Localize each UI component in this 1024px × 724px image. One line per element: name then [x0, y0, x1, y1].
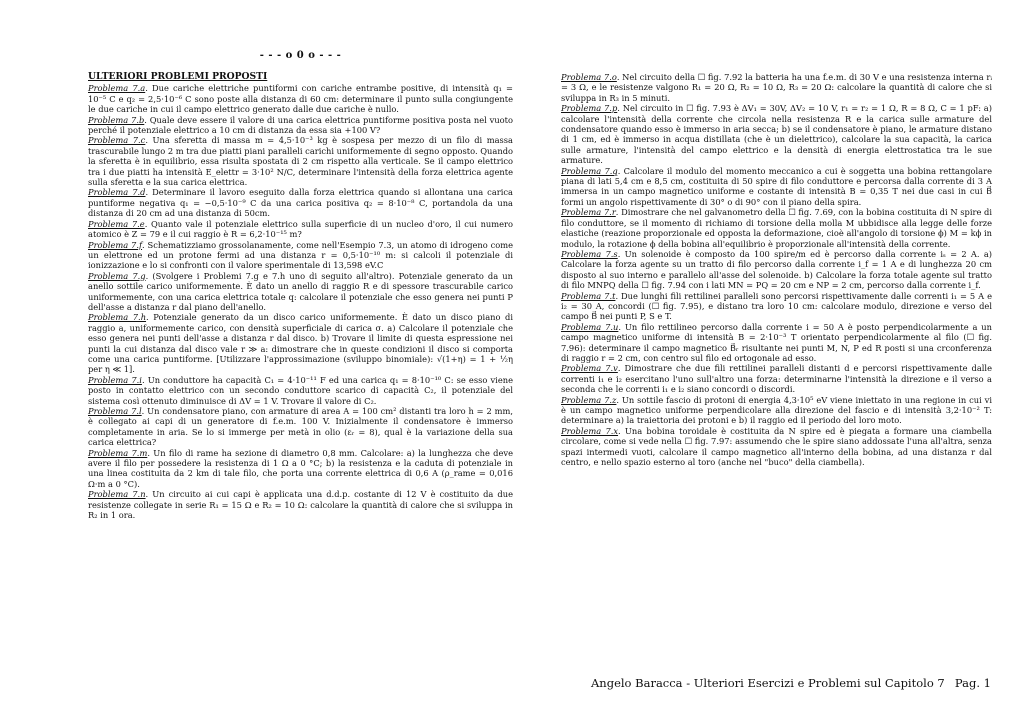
problem-text: . Nel circuito della ☐ fig. 7.92 la batteria ha una f.e.m. di 30 V e una resistenza interna rᵢ = 3 Ω, e le resistenze valgono R₁ = 20 Ω, R₂ = 10 Ω, R₃ = 20 Ω: calcolare la quantità di calore che si sviluppa in R₃ in 5 minuti.: [561, 72, 993, 103]
problem-item: [561, 395, 992, 426]
problem-item: [88, 406, 513, 448]
problem-text: . Potenziale generato da un disco carico uniformemente. È dato un disco piano di raggio a, uniformemente carico, con densità superficiale di carica σ. a) Calcolare il potenziale che esso genera nei punti dell'asse a distanza r dal disco. b) Trovare il limite di questa espressione nei punti la cui distanza dal disco vale r ≫ a: dimostrare che in queste condizioni il disco si comporta come una carica puntiforme. [Utilizzare l'approssimazione (sviluppo binomiale): √(1+η) = 1 + ½η per η ≪ 1].: [88, 312, 514, 375]
problem-name: Problema 7.b: [88, 114, 145, 125]
problem-text: . Quanto vale il potenziale elettrico sulla superficie di un nucleo d'oro, il cui numero atomico è Z = 79 e il cui raggio è R = 6,2·10⁻¹⁵ m?: [88, 218, 513, 240]
page-number: Pag. 1: [954, 676, 991, 690]
right-problem-list: [561, 72, 992, 467]
problem-text: . Dimostrare che nel galvanometro della ☐ fig. 7.69, con la bobina costituita di N spire di filo conduttore, se il momento di richiamo di torsione della molla M ubbidisce alla legge delle forze elastiche (reazione proporzionale ed opposta la deformazione, cioè all'angolo di torsione ϕ) M = kϕ in modulo, la rotazione ϕ della bobina all'equilibrio è proporzionale all'intensità della corrente.: [561, 207, 992, 249]
problem-text: . Un filo rettilineo percorso dalla corrente i = 50 A è posto perpendicolarmente a un campo magnetico uniforme di intensità B = 2·10⁻³ T orientato perpendicolarmente al filo (☐ fig. 7.96): determinare il campo magnetico B⃗ᵣ risultante nei punti M, N, P ed R posti si una crconferenza di raggio r = 2 cm, con centro sul filo ed ortogonale ad esso.: [561, 321, 992, 363]
problem-name: Problema 7.p: [561, 103, 618, 114]
problem-item: [561, 291, 992, 322]
problem-text: . Calcolare il modulo del momento meccanico a cui è soggetta una bobina rettangolare piana di lati 5,4 cm e 8,5 cm, costituita di 50 spire di filo conduttore e percorsa dalla corrente di 3 A immersa in un campo magnetico uniforme e costante di intensità B = 0,35 T nei due casi in cui B⃗ formi un angolo rispettivamente di 30° o di 90° con il piano della spira.: [561, 165, 992, 207]
problem-item: [88, 375, 513, 406]
problem-item: [561, 363, 992, 394]
problem-item: [561, 322, 992, 364]
problem-item: [88, 187, 513, 218]
problem-text: . Quale deve essere il valore di una carica elettrica puntiforme positiva posta nel vuoto perché il potenziale elettrico a 10 cm di distanza da essa sia +100 V?: [88, 114, 513, 136]
problem-name: Problema 7.r: [561, 207, 616, 218]
problem-item: [88, 135, 513, 187]
problem-item: [88, 115, 513, 136]
problem-text: . Un solenoide è composto da 100 spire/m ed è percorso dalla corrente iₛ = 2 A. a) Calcolare la forza agente su un tratto di filo percorso dalla corrente i_f = 1 A e di lunghezza 20 cm disposto al suo interno e parallelo all'asse del solenoide. b) Calcolare la forza totale agente sul tratto di filo MNPQ della ☐ fig. 7.94 con i lati MN = PQ = 20 cm e NP = 2 cm, percorso dalla corrente i_f.: [561, 248, 993, 291]
problem-item: [88, 83, 513, 114]
problem-text: . Due lunghi fili rettilinei paralleli sono percorsi rispettivamente dalle correnti i₁ = 5 A e i₂ = 30 A, concordi (☐ fig. 7.95), e distano tra loro 10 cm: calcolare modulo, direzione e verso del campo B⃗ nei punti P, S e T.: [561, 290, 992, 322]
problem-item: [88, 240, 513, 271]
problem-name: Problema 7.n: [88, 489, 146, 500]
problem-text: . Un condensatore piano, con armature di area A = 100 cm² distanti tra loro h = 2 mm, è collegato ai capi di un generatore di f.e.m. 100 V. Inizialmente il condensatore è immerso completamente in aria. Se lo si immerge per metà in olio (εᵣ = 8), qual è la variazione della sua carica elettrica?: [88, 406, 513, 448]
problem-name: Problema 7.i: [88, 374, 142, 385]
problem-item: [88, 448, 513, 490]
problem-text: . Schematizziamo grossolanamente, come nell'Esempio 7.3, un atomo di idrogeno come un elettrone ed un protone fermi ad una distanza r = 0,5·10⁻¹⁰ m: si calcoli il potenziale di ionizzazione e lo si confronti con il valore sperimentale di 13,598 eV.C: [88, 239, 513, 271]
right-column: [561, 72, 992, 467]
problem-name: Problema 7.c: [88, 135, 146, 146]
problem-item: [88, 219, 513, 240]
problem-name: Problema 7.a: [88, 83, 146, 94]
problem-text: . Una bobina toroidale è costituita da N spire ed è piegata a formare una ciambella circolare, come si vede nella ☐ fig. 7.97: assumendo che le spire siano addossate l'una all'altra, senza spazi intermedi vuoti, calcolare il campo magnetico all'interno della bobina, ad una distanza r dal centro, e nello spazio esterno al toro (anche nel "buco" della ciambella).: [561, 425, 992, 468]
left-problem-list: [88, 83, 513, 520]
problem-text: . Un filo di rame ha sezione di diametro 0,8 mm. Calcolare: a) la lunghezza che deve avere il filo per possedere la resistenza di 1 Ω a 0 °C; b) la resistenza e la caduta di potenziale in una linea costituita da 2 km di tale filo, che porta una corrente elettrica di 0,6 A (ρ_rame = 0,016 Ω·m a 0 °C).: [88, 447, 513, 489]
problem-name: Problema 7.m: [88, 447, 148, 458]
problem-name: Problema 7.o: [561, 72, 617, 82]
problem-text: . Una sferetta di massa m = 4,5·10⁻³ kg è sospesa per mezzo di un filo di massa trascurabile lungo 2 m tra due piatti piani paralleli carichi uniformemente di segno opposto. Quando la sferetta è in equilibrio, essa risulta spostata di 2 cm rispetto alla verticale. Se il campo elettrico tra i due piatti ha intensità E_elettr = 3·10² N/C, determinare l'intensità della forza elettrica agente sulla sferetta e la sua carica elettrica.: [88, 135, 513, 188]
problem-text: . Due cariche elettriche puntiformi con cariche entrambe positive, di intensità q₁ = 10⁻⁵ C e q₂ = 2,5·10⁻⁶ C sono poste alla distanza di 60 cm: determinare il punto sulla congiungente le due cariche in cui il campo elettrico generato dalle due cariche è nullo.: [88, 83, 513, 115]
section-separator: - - - o 0 o - - -: [259, 50, 342, 61]
problem-text: . Determinare il lavoro eseguito dalla forza elettrica quando si allontana una carica puntiforme negativa q₁ = −0,5·10⁻⁹ C da una carica positiva q₂ = 8·10⁻⁸ C, portandola da una distanza di 20 cm ad una distanza di 50cm.: [88, 187, 513, 219]
problem-name: Problema 7.q: [561, 165, 618, 176]
problem-name: Problema 7.d: [88, 187, 146, 198]
problem-name: Problema 7.t: [561, 290, 616, 301]
problem-name: Problema 7.x: [561, 425, 619, 436]
problem-name: Problema 7.f: [88, 239, 143, 250]
problem-item: [88, 489, 513, 520]
problem-name: Problema 7.l: [88, 406, 142, 416]
problem-name: Problema 7.e: [88, 218, 145, 229]
problem-item: [561, 207, 992, 249]
problem-text: . (Svolgere i Problemi 7.g e 7.h uno di seguito all'altro). Potenziale generato da un anello sottile carico uniformemente. È dato un anello di raggio R e di spessore trascurabile carico uniformemente, con una carica elettrica totale q: calcolare il potenziale che esso genera nei punti P dell'asse a distanza r dal piano dell'anello.: [88, 270, 513, 312]
problem-text: . Nel circuito in ☐ fig. 7.93 è ΔV₁ = 30V, ΔV₂ = 10 V, r₁ = r₂ = 1 Ω, R = 8 Ω, C = 1 pF: a) calcolare l'intensità della corrente che circola nella resistenza R e la carica sulle armature del condensatore quando esso è immerso in aria secca; b) se il condensatore è piano, le armature distano di 1 cm, ed è immerso in acqua distillata (che è un dielettrico), calcolare la sua capacità, la carica sulle armature, l'intensità del campo elettrico e la densità di energia elettrostatica tra le sue armature.: [561, 103, 992, 166]
problem-text: . Un circuito ai cui capi è applicata una d.d.p. costante di 12 V è costituito da due resistenze collegate in serie R₁ = 15 Ω e R₂ = 10 Ω: calcolare la quantità di calore che si sviluppa in R₂ in 1 ora.: [88, 489, 513, 521]
problem-text: . Dimostrare che due fili rettilinei paralleli distanti d e percorsi rispettivamente dalle correnti i₁ e i₂ esercitano l'uno sull'altro una forza: determinarne l'intensità la direzione e il verso a seconda che le correnti i₁ e i₂ siano concordi o discordi.: [561, 363, 992, 395]
problem-name: Problema 7.z: [561, 394, 617, 405]
problem-name: Problema 7.g: [88, 270, 146, 281]
problem-item: [561, 72, 992, 103]
problem-item: [561, 426, 992, 468]
problem-name: Problema 7.v: [561, 363, 618, 374]
left-column: [88, 72, 513, 520]
problem-text: . Un sottile fascio di protoni di energia 4,3·10⁵ eV viene iniettato in una regione in cui vi è un campo magnetico uniforme perpendicolare alla direzione del fascio e di intensità 3,2·10⁻² T: determinare a) la traiettoria dei protoni e b) il raggio ed il periodo del loro moto.: [561, 394, 992, 426]
problem-name: Problema 7.h: [88, 312, 147, 323]
problem-item: [561, 103, 992, 165]
problem-item: [88, 312, 513, 374]
page-footer: [591, 676, 991, 690]
problem-item: [88, 271, 513, 313]
problem-name: Problema 7.s: [561, 248, 618, 259]
problem-item: [561, 249, 992, 291]
footer-title: Angelo Baracca - Ulteriori Esercizi e Problemi sul Capitolo 7: [591, 676, 945, 690]
problem-name: Problema 7.u: [561, 321, 619, 332]
problem-text: . Un conduttore ha capacità C₁ = 4·10⁻¹¹ F ed una carica q₁ = 8·10⁻¹⁰ C: se esso viene posto in contatto elettrico con un secondo conduttore scarico di capacità C₂, il potenziale del sistema così ottenuto diminuisce di ΔV = 1 V. Trovare il valore di C₂.: [88, 374, 513, 406]
section-title: ULTERIORI PROBLEMI PROPOSTI: [88, 71, 268, 82]
problem-item: [561, 166, 992, 208]
